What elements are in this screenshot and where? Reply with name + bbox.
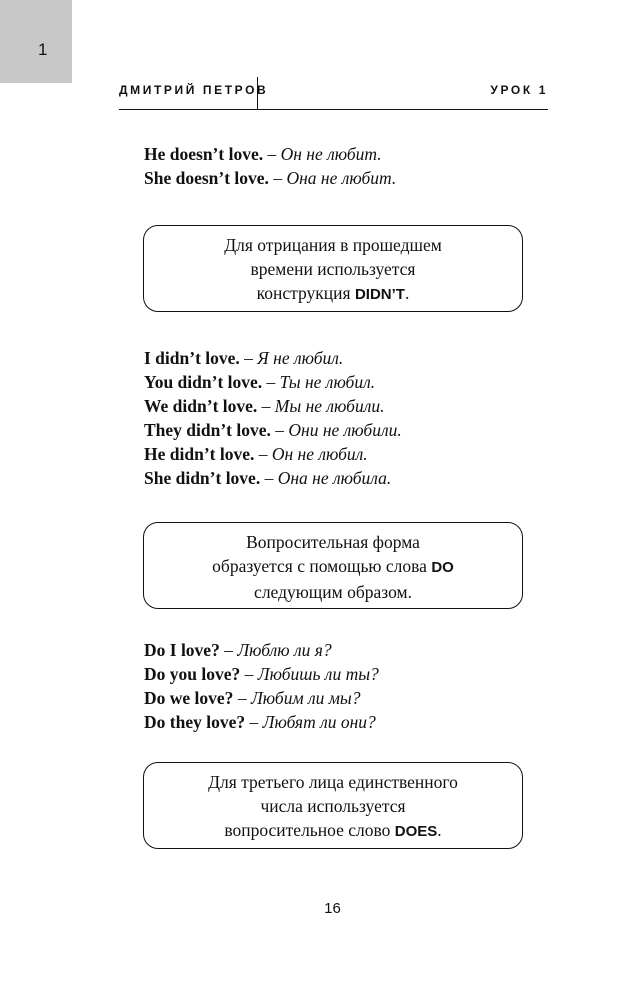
note-line: Вопросительная форма: [246, 532, 420, 552]
example-line: [144, 687, 361, 709]
russian-translation: Она не любит.: [286, 168, 397, 188]
russian-translation: Он не любит.: [280, 144, 382, 164]
header-lesson: УРОК 1: [490, 83, 548, 97]
english-phrase: You didn’t love.: [144, 372, 263, 392]
example-line: [144, 167, 396, 189]
russian-translation: Я не любил.: [257, 348, 344, 368]
example-line: [144, 711, 376, 733]
english-phrase: Do they love?: [144, 712, 246, 732]
note-line: Для отрицания в прошедшем: [224, 235, 442, 255]
dash-separator: –: [260, 468, 278, 488]
keyword: DIDN’T: [354, 286, 405, 303]
page-number: 16: [324, 900, 341, 917]
dash-separator: –: [268, 168, 287, 188]
russian-translation: Мы не любили.: [274, 396, 385, 416]
english-phrase: She doesn’t love.: [144, 168, 269, 188]
russian-translation: Они не любили.: [288, 420, 402, 440]
dash-separator: –: [245, 712, 263, 732]
english-phrase: He didn’t love.: [144, 444, 255, 464]
rule-note-box: [143, 225, 523, 312]
dash-separator: –: [270, 420, 289, 440]
note-line: времени используется: [250, 259, 416, 279]
russian-translation: Любим ли мы?: [250, 688, 361, 708]
english-phrase: They didn’t love.: [144, 420, 271, 440]
header-author: ДМИТРИЙ ПЕТРОВ: [119, 83, 269, 97]
note-punct: .: [404, 283, 410, 303]
note-line: [144, 281, 522, 307]
english-phrase: Do I love?: [144, 640, 220, 660]
example-line: [144, 443, 368, 465]
english-phrase: She didn’t love.: [144, 468, 261, 488]
chapter-number: 1: [38, 40, 48, 59]
keyword: DOES: [394, 823, 438, 840]
note-text: образуется с помощью слова: [212, 556, 432, 576]
example-line: [144, 143, 382, 165]
note-line: [144, 554, 522, 580]
dash-separator: –: [219, 640, 238, 660]
rule-note-box: [143, 762, 523, 849]
russian-translation: Ты не любил.: [279, 372, 376, 392]
dash-separator: –: [254, 444, 272, 464]
example-line: [144, 395, 384, 417]
dash-separator: –: [240, 664, 258, 684]
english-phrase: I didn’t love.: [144, 348, 240, 368]
russian-translation: Она не любила.: [277, 468, 392, 488]
keyword: DO: [431, 559, 454, 576]
rule-note-box: [143, 522, 523, 609]
example-line: [144, 347, 343, 369]
note-punct: .: [437, 820, 442, 840]
english-phrase: We didn’t love.: [144, 396, 258, 416]
note-line: [144, 818, 522, 844]
russian-translation: Люблю ли я?: [237, 640, 332, 660]
header-rule: [119, 109, 548, 110]
running-header: [119, 77, 548, 110]
english-phrase: Do we love?: [144, 688, 234, 708]
example-line: [144, 371, 375, 393]
russian-translation: Любят ли они?: [262, 712, 376, 732]
note-line: числа используется: [260, 796, 406, 816]
example-line: [144, 419, 402, 441]
dash-separator: –: [262, 372, 280, 392]
example-line: [144, 663, 379, 685]
english-phrase: He doesn’t love.: [144, 144, 264, 164]
dash-separator: –: [263, 144, 281, 164]
example-line: [144, 467, 391, 489]
note-text: вопросительное слово: [224, 820, 395, 840]
dash-separator: –: [257, 396, 275, 416]
note-line: Для третьего лица единственного: [208, 772, 458, 792]
chapter-tab: [0, 0, 72, 83]
english-phrase: Do you love?: [144, 664, 241, 684]
dash-separator: –: [233, 688, 251, 708]
russian-translation: Любишь ли ты?: [257, 664, 379, 684]
dash-separator: –: [239, 348, 258, 368]
header-divider: [257, 77, 258, 110]
note-line: следующим образом.: [254, 582, 412, 602]
russian-translation: Он не любил.: [271, 444, 368, 464]
example-line: [144, 639, 332, 661]
note-text: конструкция: [256, 283, 355, 303]
